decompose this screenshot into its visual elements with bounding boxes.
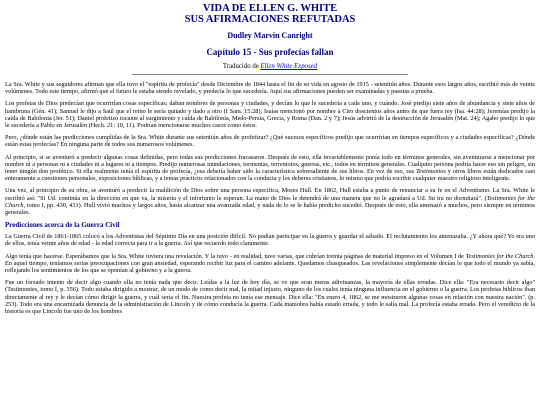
paragraph-7-text-a: Algo tenía que hacerse. Esperábamos que la Sra. White tuviera una revelación. Y la tuvo - en realidad, tuvo varias, que cubrían treinta páginas de material impreso en el Volumen I de bbox=[5, 252, 466, 260]
author-name: Dudley Marvin Canright bbox=[227, 31, 313, 40]
paragraph-4-italic: Testimonios bbox=[416, 168, 446, 176]
paragraph-4 bbox=[5, 154, 535, 183]
paragraph-3: Pero, ¿dónde están las predicciones cumplidas de la Sra. White durante sus setentiún años de profetizar? ¿Qué sucesos específicos predijo que ocurrirían en tiempos específicos y a ciudades específicas? ¿Dónde están estas profecías? En ninguna parte de todos sus numerosos volúmenes. bbox=[5, 134, 535, 149]
paragraph-5-text-a: Una vez, al principio de su obra, se aventuró a predecir la maldición de Dios sobre una persona específica, Moses Hull. En 1862, Hull estaba a punto de renunciar a su fe en el Adventismo. La Sra. White le escribió así: "Si Ud. continúa en la dirección en que va, la miseria y el infortunio le esperan. La mano de Dios le detendrá de una manera que no le agradará a Ud. Su ira no dormitará". ( bbox=[5, 187, 535, 202]
header-divider bbox=[132, 74, 408, 75]
paragraph-7 bbox=[5, 253, 535, 275]
paragraph-5 bbox=[5, 187, 535, 216]
paragraph-4-text-a: Al principio, si se aventuró a predecir algunas cosas definidas, pero todas sus predicciones fracasaron. Después de esto, ella invariablemente ponía todo en términos generales, sin aventurarse a mencionar por nombre ni a personas ni a ciudades ni a lugares ni a tiempos. Predijo numerosas inundaciones, tormentas, terremotos, guerras, etc., todos en términos generales. Cualquier persona podría hacer eso sin peligro, sin tener ningún don profético. Si ella realmente tenía el espíritu de profecía, ¿esa debería haber sido la característica sobresaliente de sus libros. En vez de eso, sus bbox=[5, 153, 535, 176]
paragraph-5-text-c: , tomo I, pp. 430, 431). Hull vivió muchos y largos años, hasta alcanzar una avanzada edad, y nada de lo se le había predicho sucedió. Después de esto, ella amenazó a muchos, pero siempre en términos generales. bbox=[5, 201, 535, 217]
translation-prefix: Traducido de bbox=[222, 63, 261, 70]
chapter-title: Capítulo 15 - Sus profecías fallan bbox=[206, 47, 334, 57]
paragraph-5-italic: Testimonies for the Church bbox=[5, 194, 535, 209]
title-line-2: SUS AFIRMACIONES REFUTADAS bbox=[184, 14, 356, 25]
paragraph-6: La Guerra Civil de 1861-1865 colocó a los Adventistas del Séptimo Día en una posición difícil. No podían participar en la guerra y guardar el sábado. El reclutamiento los amenazaba. ¿Y ahora qué? Yo era uno de ellos, tenía veinte años de edad - la edad correcta para ir a la guerra. Así que recuerdo todo claramente. bbox=[5, 233, 535, 248]
translation-credit bbox=[5, 63, 535, 71]
section-heading: Predicciones acerca de la Guerra Civil bbox=[5, 221, 120, 230]
paragraph-8: Fue un forzado intento de decir algo cuando ella no tenía nada que decir. Leídas a la luz de hoy día, se ve que eran meras adivinanzas, la mayoría de ellas erradas. Dice ella: "Era necesario decir algo" (Testimonies, tomo I, p. 356). Todo estaba dirigido a mostrar, de un modo de como decir mal, la mitad injusto, ninguno de los cuales tenía ninguna influencia en el gobierno o la guerra. Los profetas bíblicos iban directamente al rey y le decían cómo dirigir la guerra, y cuál sería el fin. Nuestra profeta no tenía ese mensaje. Dice ella: "En enero 4, 1862, se me mostraron algunas cosas en relación con nuestra nación". (p. 253). Todo era una encarnizada denuncia de la administración de Lincoln y de cómo conducía la guerra. Cada maniobra había estado errada, y todo le salía mal. La profecía estaba errada. Pero el veredicto de la historia es que Lincoln fue uno de los hombres bbox=[5, 279, 535, 316]
paragraph-7-italic: Testimonies for the Church bbox=[465, 252, 534, 260]
paragraph-2: Los profetas de Dios predecían que ocurrirían cosas específicas; daban nombres de personas y ciudades, y decían lo que le sucedería a cada uno, y cuándo. José predijo siete años de abundancia y siete años de hambruna (Gén. 41); Samuel le dijo a Saúl que el reino le sería quitado y dado a otro (I Sam. 15:28); Isaías mencionó por nombre a Ciro doscientos años antes de que fuera rey (Isa. 44:28); Jeremías predijo la caída de Babilonia (Jer. 51); Daniel profetizó tocante al surgimiento y caída de Babilonia, Medo-Persia, Grecia, y Roma (Dan. 2 y 7); Jesús advirtió de la destrucción de Jerusalén (Mat. 24); Agabo predijo lo que le sucedería a Pablo en Jerusalén (Hech. 21: 10, 11). Podrían mencionarse muchos casos como éstos. bbox=[5, 100, 535, 130]
title-line-1: VIDA DE ELLEN G. WHITE bbox=[202, 3, 338, 14]
paragraph-4-text-c: y otros libros están dedicados casi enteramente a cuestiones personales, exposiciones bíblicas, y a temas prácticos relacionados con la conducta y los deberes cristianos, lo mismo que podría escribir cualquier maestro religioso inteligente. bbox=[5, 168, 535, 183]
book-title bbox=[5, 3, 535, 25]
paragraph-7-text-c: . En aquel tiempo, teníamos serias preocupaciones con gran ansiedad, esperando recibir luz para el camino adelante. Quedamos chasqueados. Las revelaciones simplemente decían lo que todo el mundo ya sabía, reflejando los sentimientos de los que se oponían al gobierno y a la guerra. bbox=[5, 252, 535, 275]
paragraph-1: La Sra. White y sus seguidores afirman que ella tuvo el "espíritu de profecía" desde Diciembre de 1844 hasta el fin de su vida en agosto de 1915 - setentiún años. Durante esos largos años, escribió más de veinte volúmenes. Todo este tiempo, afirmó que el futuro le estaba siendo revelado, y predecía lo que sucedería. Aquí sus afirmaciones pueden ser examinadas y puestas a prueba. bbox=[5, 81, 535, 96]
source-link[interactable]: Ellen White Exposed bbox=[260, 63, 318, 70]
